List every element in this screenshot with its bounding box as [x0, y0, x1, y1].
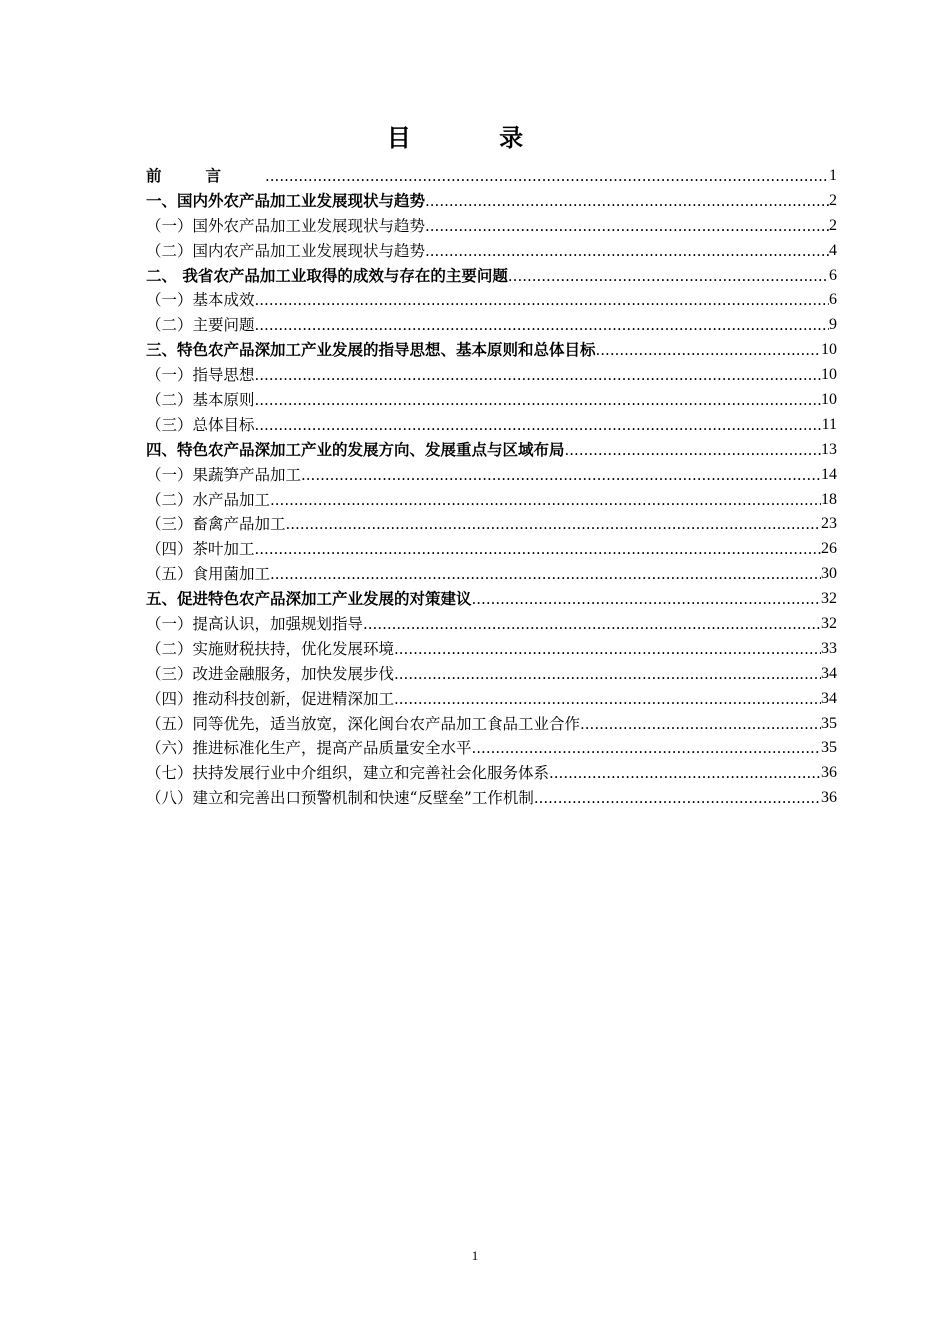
toc-entry-page-number: 10	[821, 391, 837, 408]
toc-dot-leader	[394, 687, 821, 712]
toc-entry-label: （三）畜禽产品加工	[146, 515, 286, 534]
toc-dot-leader	[425, 214, 829, 239]
toc-entry-label: （三）改进金融服务，加快发展步伐	[146, 664, 395, 683]
toc-entry-label: 二、 我省农产品加工业取得的成效与存在的主要问题	[146, 266, 508, 285]
toc-entry-page-number: 36	[821, 789, 837, 807]
toc-entry-label: 五、促进特色农产品深加工产业发展的对策建议	[146, 590, 472, 609]
toc-entry-page-number: 6	[829, 291, 837, 309]
toc-entry[interactable]	[146, 587, 837, 612]
toc-entry-page-number: 4	[829, 241, 837, 259]
toc-dot-leader	[596, 338, 821, 363]
toc-dot-leader	[472, 736, 821, 761]
toc-entry-label: （一）提高认识，加强规划指导	[146, 615, 364, 634]
toc-entry-page-number: 10	[821, 341, 837, 359]
toc-dot-leader	[472, 587, 821, 612]
toc-entry[interactable]	[146, 712, 837, 737]
toc-dot-leader	[363, 612, 821, 637]
toc-dot-leader	[286, 512, 821, 537]
toc-entry-page-number: 32	[821, 590, 837, 608]
toc-dot-leader	[255, 413, 822, 438]
toc-entry-label: （一）果蔬笋产品加工	[146, 465, 302, 484]
toc-entry-label: 前言	[146, 166, 266, 185]
toc-entry[interactable]	[146, 537, 837, 562]
toc-entry[interactable]	[146, 463, 837, 488]
toc-entry-label: （一）国外农产品加工业发展现状与趋势	[146, 216, 426, 235]
toc-entry-page-number: 23	[821, 515, 837, 533]
toc-entry-label: 四、特色农产品深加工产业的发展方向、发展重点与区域布局	[146, 440, 565, 459]
page-title: 目 录	[386, 124, 564, 152]
toc-entry[interactable]	[146, 264, 837, 289]
toc-entry-label: （三）总体目标	[146, 415, 255, 434]
toc-entry-page-number: 36	[821, 764, 837, 782]
toc-dot-leader	[255, 363, 821, 388]
toc-entry-page-number: 35	[821, 714, 837, 732]
toc-entry[interactable]	[146, 214, 837, 239]
toc-entry-label: （四）推动科技创新，促进精深加工	[146, 689, 395, 708]
toc-entry[interactable]	[146, 612, 837, 637]
toc-entry-page-number: 13	[821, 440, 837, 458]
toc-entry-page-number: 34	[821, 689, 837, 707]
toc-entry-page-number: 30	[821, 565, 837, 583]
toc-dot-leader	[565, 438, 821, 463]
toc-dot-leader	[508, 264, 829, 289]
toc-entry-page-number: 26	[821, 540, 837, 558]
toc-dot-leader	[534, 786, 821, 811]
toc-entry[interactable]	[146, 239, 837, 264]
toc-entry[interactable]	[146, 413, 837, 438]
toc-entry-page-number: 2	[829, 216, 837, 234]
toc-dot-leader	[425, 239, 829, 264]
toc-entry[interactable]	[146, 313, 837, 338]
toc-entry[interactable]	[146, 363, 837, 388]
toc-entry-page-number: 33	[821, 639, 837, 657]
toc-entry[interactable]	[146, 662, 837, 687]
toc-entry-label: （一）基本成效	[146, 291, 255, 310]
toc-entry-label: 三、特色农产品深加工产业发展的指导思想、基本原则和总体目标	[146, 341, 596, 360]
toc-entry[interactable]	[146, 164, 837, 189]
toc-dot-leader	[255, 388, 821, 413]
toc-entry-label: （四）茶叶加工	[146, 540, 255, 559]
toc-entry-page-number: 6	[829, 266, 837, 284]
toc-entry-label: （一）指导思想	[146, 366, 255, 385]
toc-dot-leader	[549, 761, 821, 786]
toc-dot-leader	[255, 537, 821, 562]
table-of-contents	[146, 164, 837, 811]
toc-entry-label: （五）同等优先，适当放宽，深化闽台农产品加工食品工业合作	[146, 714, 581, 733]
toc-entry-page-number: 18	[821, 490, 837, 508]
toc-entry-label: （七）扶持发展行业中介组织，建立和完善社会化服务体系	[146, 764, 550, 783]
toc-dot-leader	[580, 712, 821, 737]
toc-entry[interactable]	[146, 687, 837, 712]
toc-entry-page-number: 9	[829, 316, 837, 334]
toc-entry[interactable]	[146, 761, 837, 786]
toc-entry[interactable]	[146, 438, 837, 463]
toc-dot-leader	[394, 637, 821, 662]
toc-entry-label: （二）国内农产品加工业发展现状与趋势	[146, 241, 426, 260]
toc-entry[interactable]	[146, 488, 837, 513]
toc-dot-leader	[265, 164, 829, 189]
toc-entry-label: （八）建立和完善出口预警机制和快速“反壁垒”工作机制	[146, 789, 534, 808]
toc-entry[interactable]	[146, 637, 837, 662]
toc-entry-label: 一、国内外农产品加工业发展现状与趋势	[146, 191, 426, 210]
toc-entry-page-number: 11	[821, 415, 837, 433]
toc-entry[interactable]	[146, 288, 837, 313]
page-number: 1	[471, 1248, 479, 1263]
toc-entry-label: （六）推进标准化生产，提高产品质量安全水平	[146, 739, 472, 758]
toc-entry-page-number: 14	[821, 465, 837, 483]
toc-entry-label: （二）基本原则	[146, 391, 255, 409]
toc-entry[interactable]	[146, 786, 837, 811]
toc-entry-label: （二）水产品加工	[146, 490, 271, 509]
toc-entry-page-number: 1	[829, 166, 837, 184]
toc-entry-label: （二）主要问题	[146, 316, 255, 335]
toc-entry-label: （二）实施财税扶持，优化发展环境	[146, 639, 395, 658]
toc-dot-leader	[394, 662, 821, 687]
toc-entry[interactable]	[146, 338, 837, 363]
toc-entry-page-number: 34	[821, 664, 837, 682]
toc-entry-page-number: 2	[829, 191, 837, 209]
toc-entry-page-number: 32	[821, 615, 837, 633]
toc-dot-leader	[425, 189, 829, 214]
toc-entry[interactable]	[146, 189, 837, 214]
toc-dot-leader	[270, 488, 821, 513]
toc-dot-leader	[270, 562, 821, 587]
toc-entry-page-number: 35	[821, 739, 837, 757]
toc-entry[interactable]	[146, 388, 837, 413]
toc-dot-leader	[255, 288, 829, 313]
toc-entry-label: （五）食用菌加工	[146, 565, 271, 584]
toc-dot-leader	[255, 313, 829, 338]
toc-dot-leader	[301, 463, 821, 488]
toc-entry[interactable]	[146, 512, 837, 537]
toc-entry-page-number: 10	[821, 366, 837, 384]
toc-entry[interactable]	[146, 736, 837, 761]
toc-entry[interactable]	[146, 562, 837, 587]
